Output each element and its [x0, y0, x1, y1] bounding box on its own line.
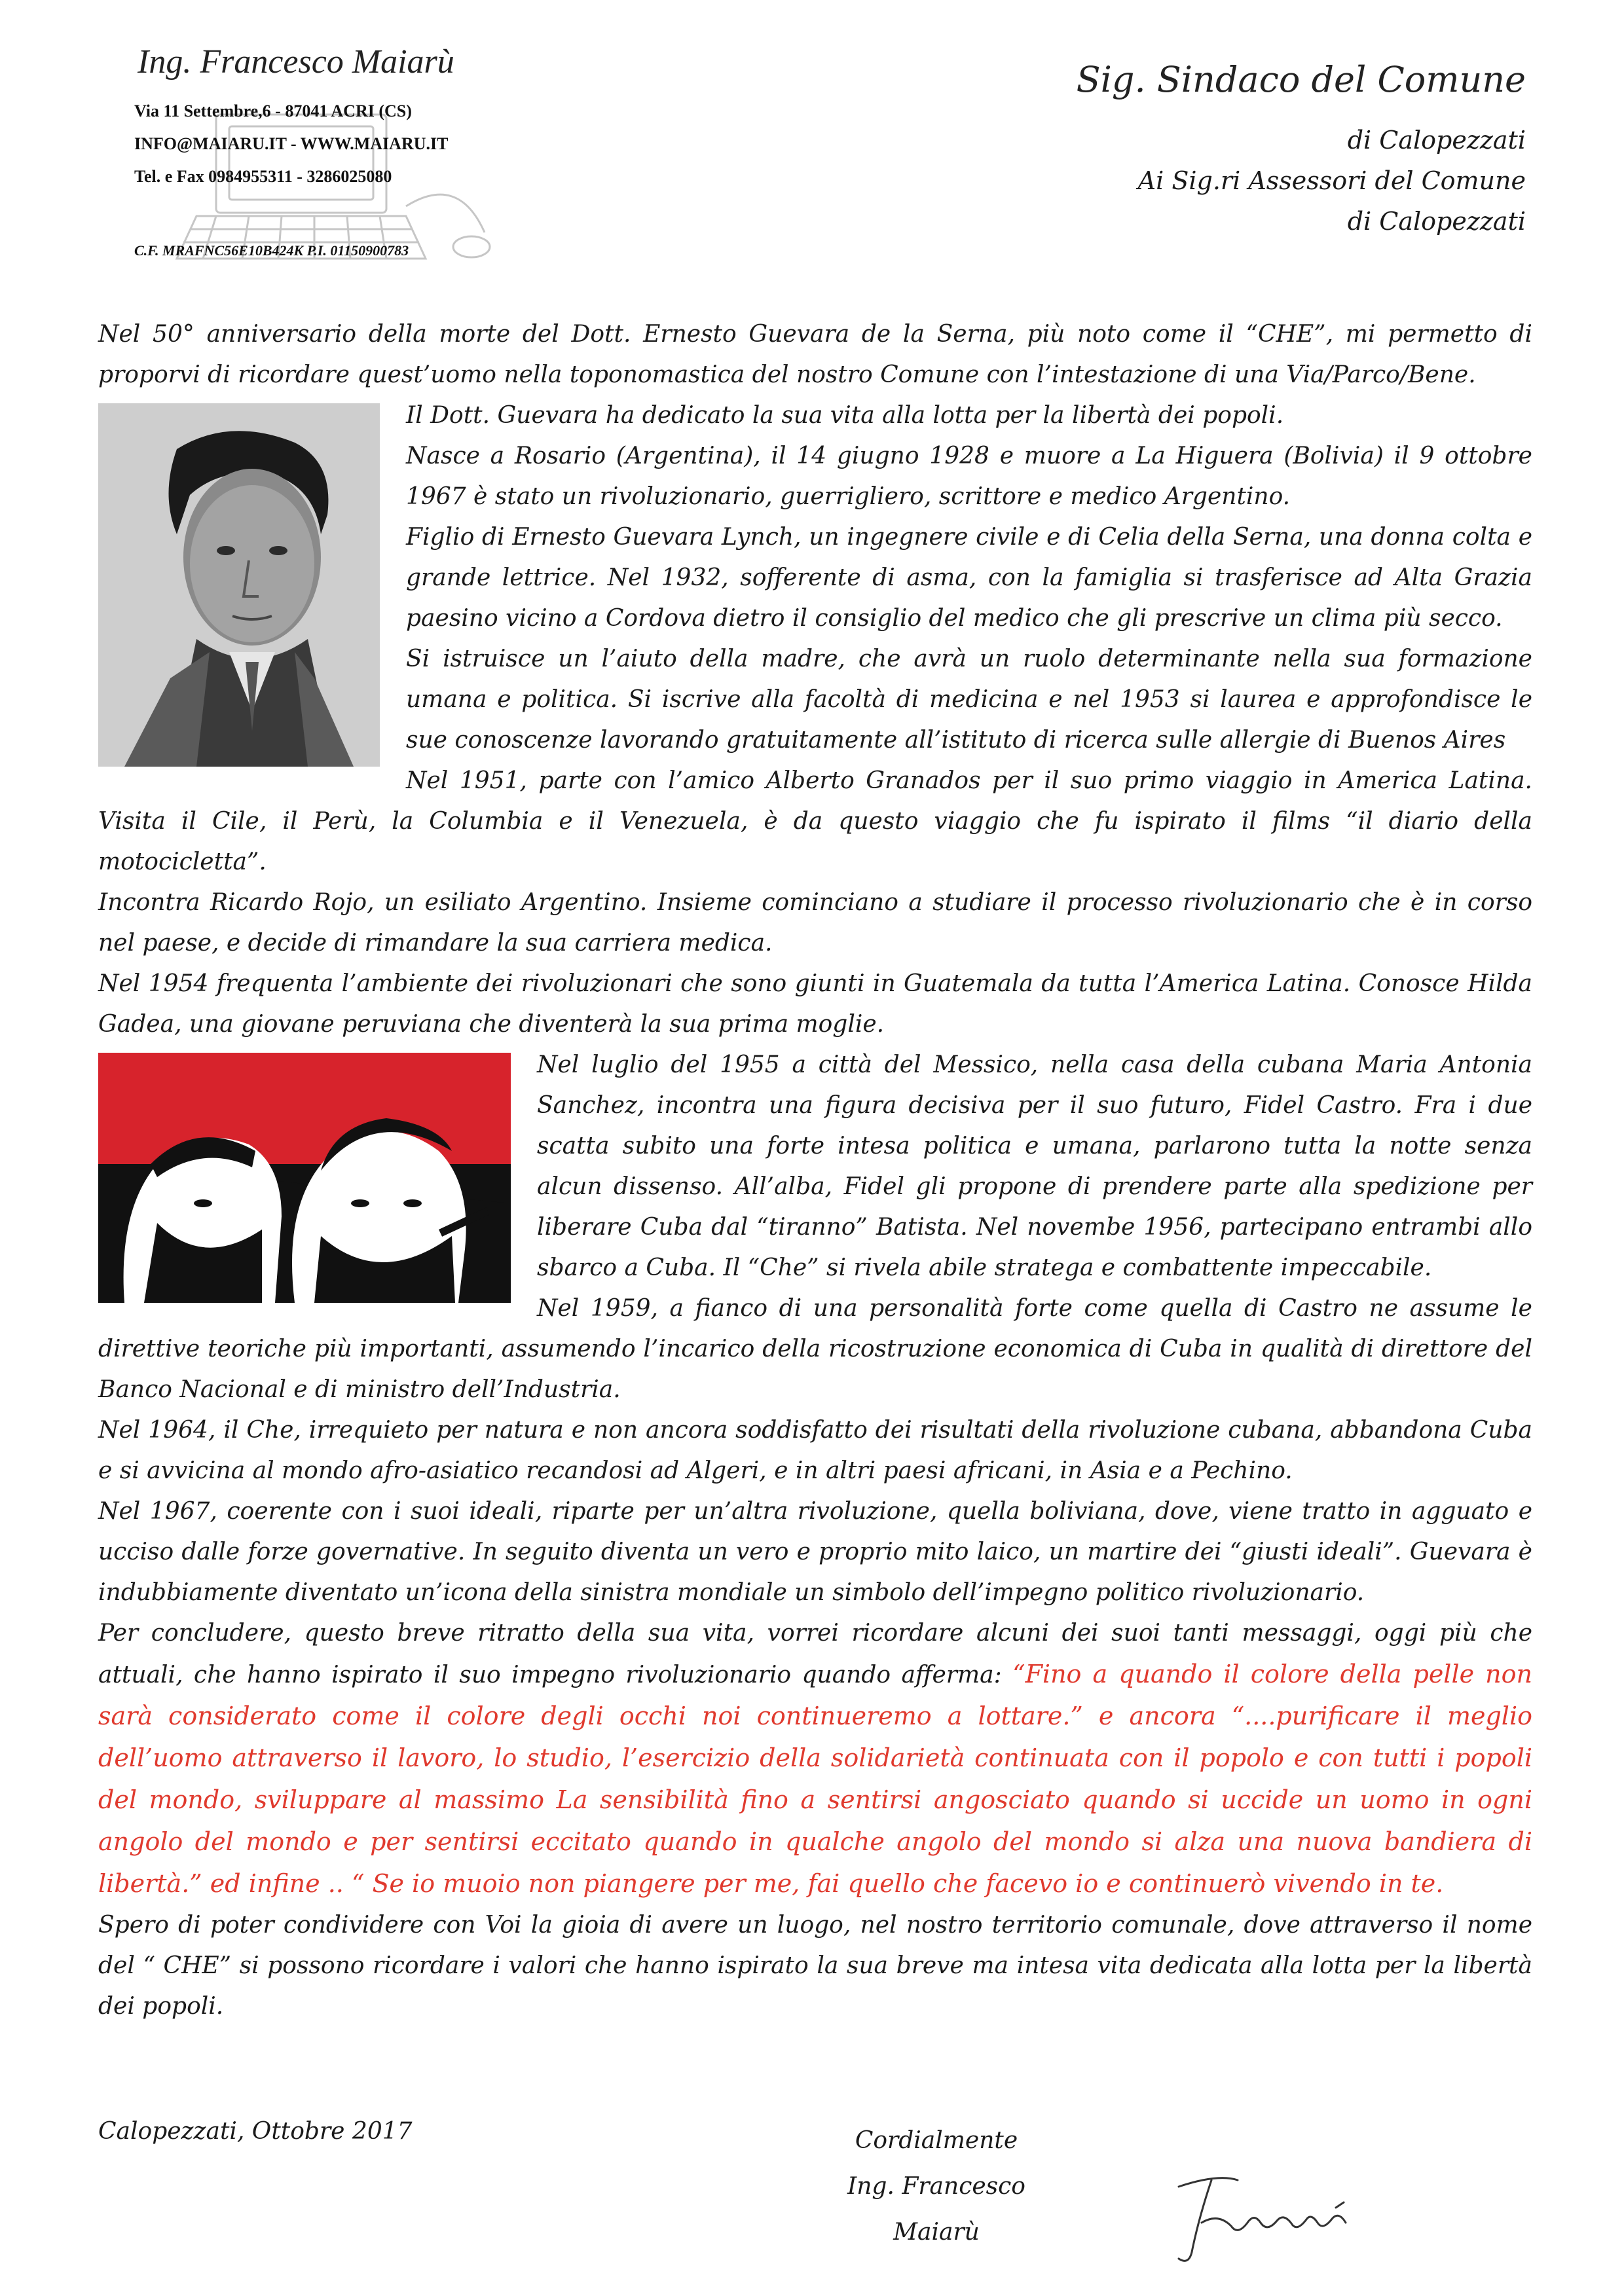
- letterhead-fiscal: C.F. MRAFNC56E10B424K P.I. 01150900783: [134, 242, 409, 259]
- paragraph-fidel-castro: Nel luglio del 1955 a città del Messico, nella casa della cubana Maria Antonia Sanchez, incontra una figura decisiva per il suo futuro, Fidel Castro. Fra i due scatta subito una forte intesa politica e umana, parlarono tutta la notte senza alcun dissenso. All’alba, Fidel gli propone di prendere parte alla spedizione per liberare Cuba dal “tiranno” Batista. Nel novembe 1956, partecipano entrambi allo sbarco a Cuba. Il “Che” si rivela abile stratega e combattente impeccabile.: [537, 1051, 1532, 1281]
- place-date: Calopezzati, Ottobre 2017: [98, 2118, 413, 2145]
- recipient-line-2: Ai Sig.ri Assessori del Comune: [1137, 166, 1526, 195]
- closing-salutation: Cordialmente: [855, 2127, 1018, 2154]
- paragraph-birth: Nasce a Rosario (Argentina), il 14 giugno 1928 e muore a La Higuera (Bolivia) il 9 ottobre 1967 è stato un rivoluzionario, guerrigliero, scrittore e medico Argentino.: [406, 443, 1532, 510]
- letterhead-contact: INFO@MAIARU.IT - WWW.MAIARU.IT: [134, 134, 449, 153]
- paragraph-dedication: Il Dott. Guevara ha dedicato la sua vita alla lotta per la libertà dei popoli.: [406, 402, 1284, 429]
- paragraph-guatemala: Nel 1954 frequenta l’ambiente dei rivoluzionari che sono giunti in Guatemala da tutta l’America Latina. Conosce Hilda Gadea, una giovane peruviana che diventerà la sua prima moglie.: [98, 970, 1532, 1038]
- portrait-photo-icon: [98, 403, 380, 767]
- paragraph-1964: Nel 1964, il Che, irrequieto per natura e non ancora soddisfatto dei risultati della rivoluzione cubana, abbandona Cuba e si avvicina al mondo afro-asiatico recandosi ad Algeri, e in altri paesi africani, in Asia e a Pechino.: [98, 1417, 1532, 1484]
- recipient-block: [1077, 59, 1526, 242]
- paragraph-quotes: [98, 1613, 1532, 1905]
- paragraph-closing: Spero di poter condividere con Voi la gioia di avere un luogo, nel nostro territorio comunale, dove attraverso il nome del “ CHE” si possono ricordare i valori che hanno ispirato la sua breve ma intesa vita dedicata alla lotta per la libertà dei popoli.: [98, 1912, 1532, 2020]
- recipient-title: Sig. Sindaco del Comune: [1076, 59, 1526, 100]
- quotes-intro: Per concludere, questo breve ritratto della sua vita, vorrei ricordare alcuni dei suoi tanti messaggi, oggi più che attuali, che hanno ispirato il suo impegno rivoluzionario quando afferma:: [98, 1620, 1532, 1688]
- paragraph-first-journey: Nel 1951, parte con l’amico Alberto Granados per il suo primo viaggio in America Latina. Visita il Cile, il Perù, la Columbia e il Venezuela, è da questo viaggio che fu ispirato il films “il diario della motocicletta”.: [98, 767, 1532, 875]
- letterhead-address: Via 11 Settembre,6 - 87041 ACRI (CS): [134, 101, 412, 120]
- paragraph-1959: Nel 1959, a fianco di una personalità forte come quella di Castro ne assume le direttive teoriche più importanti, assumendo l’incarico della ricostruzione economica di Cuba in qualità di direttore del Banco Nacional e di ministro dell’Industria.: [98, 1295, 1532, 1403]
- paragraph-family: Figlio di Ernesto Guevara Lynch, un ingegnere civile e di Celia della Serna, una donna colta e grande lettrice. Nel 1932, sofferente di asma, con la famiglia si trasferisce ad Alta Grazia paesino vicino a Cordova dietro il consiglio del medico che gli prescrive un clima più secco.: [406, 524, 1532, 632]
- che-quotes: “Fino a quando il colore della pelle non sarà considerato come il colore degli occhi noi continueremo a lottare.” e ancora “....purificare il meglio dell’uomo attraverso il lavoro, lo studio, l’esercizio della solidarietà continuata con il popolo e con tutti i popoli del mondo, sviluppare al massimo La sensibilità fino a sentirsi angosciato quando si uccide un uomo in ogni angolo del mondo e per sentirsi eccitato quando in qualche angolo del mondo si alza una nuova bandiera di libertà.” ed infine .. “ Se io muoio non piangere per me, fai quello che facevo io e continuerò vivendo in te.: [98, 1660, 1532, 1898]
- letterhead-name: Ing. Francesco Maiarù: [138, 43, 454, 81]
- recipient-line-1: di Calopezzati: [1347, 126, 1526, 155]
- letter-body: [98, 314, 1532, 2027]
- paragraph-ricardo-rojo: Incontra Ricardo Rojo, un esiliato Argentino. Insieme cominciano a studiare il processo rivoluzionario che è in corso nel paese, e decide di rimandare la sua carriera medica.: [98, 889, 1532, 957]
- fidel-che-poster-icon: [98, 1053, 511, 1303]
- paragraph-1967: Nel 1967, coerente con i suoi ideali, riparte per un’altra rivoluzione, quella boliviana, dove, viene tratto in agguato e ucciso dalle forze governative. In seguito diventa un vero e proprio mito laico, un martire dei “giusti ideali”. Guevara è indubbiamente diventato un’icona della sinistra mondiale un simbolo dell’impegno politico rivoluzionario.: [98, 1498, 1532, 1606]
- signer-name: Ing. Francesco Maiarù: [847, 2173, 1025, 2246]
- recipient-line-3: di Calopezzati: [1347, 207, 1526, 236]
- paragraph-intro: Nel 50° anniversario della morte del Dott. Ernesto Guevara de la Serna, più noto come il “CHE”, mi permetto di proporvi di ricordare quest’uomo nella toponomastica del nostro Comune con l’intestazione di una Via/Parco/Bene.: [98, 321, 1532, 388]
- letterhead: [98, 36, 504, 272]
- letterhead-phone: Tel. e Fax 0984955311 - 3286025080: [134, 167, 392, 186]
- handwritten-signature-icon: [1139, 2160, 1388, 2272]
- paragraph-education: Si istruisce un l’aiuto della madre, che avrà un ruolo determinante nella sua formazione umana e politica. Si iscrive alla facoltà di medicina e nel 1953 si laurea e approfondisce le sue conoscenze lavorando gratuitamente all’istituto di ricerca sulle allergie di Buenos Aires: [406, 646, 1532, 754]
- closing-block: [805, 2118, 1067, 2255]
